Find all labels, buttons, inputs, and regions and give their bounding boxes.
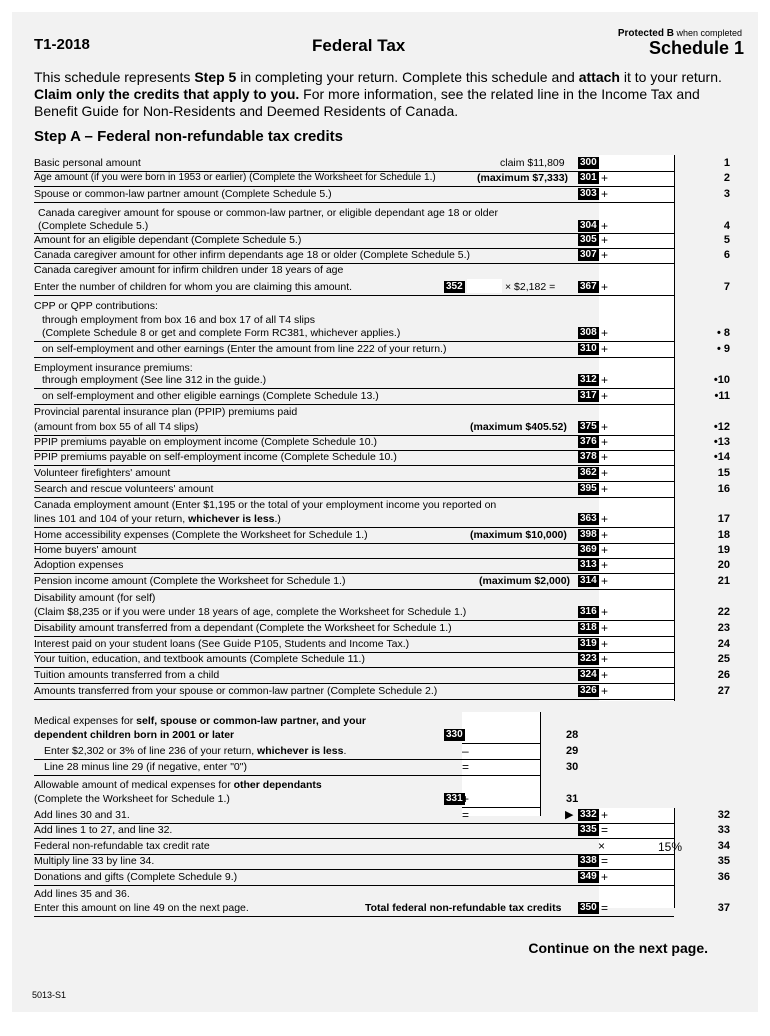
protected-suffix: when completed [673,28,742,38]
line-3-code: 303 [580,188,597,199]
line-35-label: Multiply line 33 by line 34. [34,855,155,867]
line-32-code: 332 [580,809,597,820]
line-7-multiplier: × $2,182 = [505,281,556,293]
rule [34,838,674,839]
cpp-label: CPP or QPP contributions: [34,300,158,312]
line-1-code: 300 [580,157,597,168]
line-25-code: 323 [580,653,597,664]
line-2-op: + [601,171,609,185]
rule [462,743,540,744]
line-32-number: 32 [717,809,730,821]
line-29-label [44,745,346,757]
amount-column-edge [674,155,675,701]
line-22-code: 316 [580,606,597,617]
rule [34,775,540,776]
rule [34,636,674,637]
line-29-op: – [462,744,469,758]
line-14-number: •14 [713,451,730,463]
line-9-number: • 9 [716,343,730,355]
line-8-code: 308 [580,327,597,338]
ppip-label: Provincial parental insurance plan (PPIP) premiums paid [34,406,298,418]
medical-label-1 [34,715,366,727]
medical-label-1-bold: self, spouse or common-law partner, and your [136,715,367,727]
rule [34,620,674,621]
line-11-label: on self-employment and other eligible earnings (Complete Schedule 13.) [42,390,379,402]
arrow-icon: ▶ [565,809,574,821]
line-6-code: 307 [580,249,597,260]
line-23-op: + [601,621,609,635]
medical-label-1-text: Medical expenses for [34,715,137,727]
line-16-code: 395 [580,483,597,494]
line-29-tail: . [343,745,347,757]
line-29-bold: whichever is less [257,745,344,757]
line-1-label: Basic personal amount [34,157,141,169]
line-7-code-352: 352 [446,281,463,292]
line-9-op: + [601,342,609,356]
line-17-label-2 [34,513,281,525]
line-27-label: Amounts transferred from your spouse or common-law partner (Complete Schedule 2.) [34,685,438,697]
line-7-op: + [601,280,609,294]
line-29-number: 29 [566,745,579,757]
line-25-number: 25 [717,653,730,665]
line-13-label: PPIP premiums payable on employment income (Complete Schedule 10.) [34,436,377,448]
line-18-op: + [601,528,609,542]
line-23-number: 23 [717,622,730,634]
medical-column-edge [540,712,541,816]
line-30-number: 30 [566,761,579,773]
line-11-op: + [601,389,609,403]
line-4-number: 4 [723,220,730,232]
line-2-max: (maximum $7,333) [477,172,569,184]
line-19-label: Home buyers' amount [34,544,137,556]
line-25-op: + [601,652,609,666]
line-21-code: 314 [580,575,597,586]
line-31-label-2: (Complete the Worksheet for Schedule 1.) [34,793,230,805]
line-5-op: + [601,233,609,247]
line-22-number: 22 [717,606,730,618]
line-17-code: 363 [580,513,597,524]
intro-p4: For more information, see the related line in the Income Tax and Benefit Guide for Non-Residents and Deemed Residents of Canada. [34,86,700,119]
line-31-label-1 [34,779,322,791]
line-10-code: 312 [580,374,597,385]
line-31-number: 31 [566,793,579,805]
line-29-text: Enter $2,302 or 3% of line 236 of your return, [44,745,258,757]
line-4-code: 304 [580,220,597,231]
line-8-op: + [601,326,609,340]
line-35-number: 35 [717,855,730,867]
ei-label: Employment insurance premiums: [34,362,193,374]
rule [34,341,674,342]
line-8-label-2: (Complete Schedule 8 or get and complete Form RC381, whichever applies.) [42,327,401,339]
intro-p3: it to your return. [619,69,722,85]
line-17-op: + [601,512,609,526]
line-17-bold: whichever is less [188,513,275,525]
line-21-max: (maximum $2,000) [479,575,571,587]
line-27-number: 27 [717,685,730,697]
line-23-label: Disability amount transferred from a dependant (Complete the Worksheet for Schedule 1.) [34,622,452,634]
line-21-op: + [601,574,609,588]
line-33-label: Add lines 1 to 27, and line 32. [34,824,173,836]
line-7-number: 7 [723,281,730,293]
line-24-code: 319 [580,638,597,649]
rule [34,667,674,668]
line-26-label: Tuition amounts transferred from a child [34,669,220,681]
rule [34,465,674,466]
rule [34,481,674,482]
line-18-number: 18 [717,529,730,541]
intro-p2-bold: attach [578,69,620,85]
line-33-code: 335 [580,824,597,835]
intro-p1-bold: Step 5 [194,69,237,85]
line-5-label: Amount for an eligible dependant (Complete Schedule 5.) [34,234,302,246]
line-24-label: Interest paid on your student loans (See Guide P105, Students and Income Tax.) [34,638,410,650]
rule [34,527,674,528]
line-12-code: 375 [580,421,597,432]
line-35-code: 338 [580,855,597,866]
line-6-op: + [601,248,609,262]
line-28-number: 28 [566,729,579,741]
rule [462,807,540,808]
line-7-code: 367 [580,281,597,292]
line-14-op: + [601,450,609,464]
line-37-total-label: Total federal non-refundable tax credits [365,902,562,914]
line-22-op: + [601,605,609,619]
line-28-code: 330 [446,729,463,740]
line-31-op: + [462,792,470,806]
line-31-code: 331 [446,793,463,804]
line-15-number: 15 [717,467,730,479]
schedule-title: Schedule 1 [648,38,744,58]
intro-p1: This schedule represents [34,69,195,85]
line-20-number: 20 [717,559,730,571]
line-32-label: Add lines 30 and 31. [34,809,130,821]
rule [34,388,674,389]
line-7-label-2: Enter the number of children for whom you are claiming this amount. [34,281,353,293]
line-37-label-1: Add lines 35 and 36. [34,888,130,900]
line-34-rate: 15% [658,840,683,854]
line-35-op: = [601,854,609,868]
line-36-number: 36 [717,871,730,883]
rule [34,186,674,187]
line-31-text: Allowable amount of medical expenses for [34,779,234,791]
form-title: Federal Tax [312,36,406,55]
line-3-label: Spouse or common-law partner amount (Complete Schedule 5.) [34,188,332,200]
line-10-op: + [601,373,609,387]
rule [34,295,674,296]
line-17-text: lines 101 and 104 of your return, [34,513,189,525]
line-33-number: 33 [717,824,730,836]
line-1-claim: claim $11,809 [500,157,565,169]
line-25-label: Your tuition, education, and textbook amounts (Complete Schedule 11.) [34,653,365,665]
form-page [12,12,758,1012]
line-5-number: 5 [723,234,730,246]
children-count-field[interactable] [467,279,502,293]
line-10-number: •10 [713,374,730,386]
line-16-label: Search and rescue volunteers' amount [34,483,214,495]
rule [34,573,674,574]
form-code: 5013-S1 [32,990,67,1000]
line-6-label: Canada caregiver amount for other infirm dependants age 18 or older (Complete Schedule 5.) [34,249,471,261]
line-19-code: 369 [580,544,597,555]
line-27-code: 326 [580,685,597,696]
step-a-heading: Step A – Federal non-refundable tax credits [34,128,343,145]
intro-p3-bold: Claim only the credits that apply to you. [34,86,300,102]
line-36-label: Donations and gifts (Complete Schedule 9.) [34,871,238,883]
line-12-number: •12 [713,421,730,433]
rule [34,699,674,700]
line-11-code: 317 [580,390,597,401]
medical-column [462,712,540,816]
rule [34,869,674,870]
line-1-number: 1 [723,157,730,169]
line-12-label: (amount from box 55 of all T4 slips) [34,421,199,433]
line-16-number: 16 [717,483,730,495]
line-3-number: 3 [723,188,730,200]
line-13-code: 376 [580,436,597,447]
line-32-op-equals: = [462,808,470,822]
continue-note: Continue on the next page. [528,940,708,956]
intro-p2: in completing your return. Complete this schedule and [236,69,579,85]
line-4-op: + [601,219,609,233]
line-12-max: (maximum $405.52) [470,421,567,433]
line-5-code: 305 [580,234,597,245]
rule [34,357,674,358]
line-27-op: + [601,684,609,698]
line-15-code: 362 [580,467,597,478]
line-20-op: + [601,558,609,572]
line-20-label: Adoption expenses [34,559,124,571]
line-2-label: Age amount (if you were born in 1953 or earlier) (Complete the Worksheet for Schedule 1.) [34,172,436,183]
protected-prefix: Protected B [617,28,674,39]
line-19-op: + [601,543,609,557]
line-37-code: 350 [580,902,597,913]
line-36-op: + [601,870,609,884]
rule [34,885,674,886]
line-37-label-2: Enter this amount on line 49 on the next page. [34,902,249,914]
line-34-op: × [598,839,606,853]
line-9-label: on self-employment and other earnings (Enter the amount from line 222 of your return.) [42,343,447,355]
line-12-op: + [601,420,609,434]
rule [34,497,674,498]
line-31-bold: other dependants [233,779,322,791]
line-3-op: + [601,187,609,201]
line-14-label: PPIP premiums payable on self-employment income (Complete Schedule 10.) [34,451,397,463]
line-18-max: (maximum $10,000) [470,529,567,541]
rule [34,916,674,917]
total-column-edge [674,808,675,908]
line-19-number: 19 [717,544,730,556]
intro-paragraph [34,69,734,120]
line-20-code: 313 [580,559,597,570]
line-11-number: •11 [714,390,730,402]
line-21-label: Pension income amount (Complete the Worksheet for Schedule 1.) [34,575,346,587]
line-17-number: 17 [717,513,730,525]
line-18-code: 398 [580,529,597,540]
line-17-label-1: Canada employment amount (Enter $1,195 or the total of your employment income you reported on [34,499,497,511]
line-26-number: 26 [717,669,730,681]
line-22-label: (Claim $8,235 or if you were under 18 years of age, complete the Worksheet for Schedule 1.) [34,606,467,618]
line-24-number: 24 [717,638,730,650]
line-4-label-1: Canada caregiver amount for spouse or common-law partner, or eligible dependant age 18 or older [38,207,498,219]
line-14-code: 378 [580,451,597,462]
line-34-number: 34 [717,840,730,852]
line-13-op: + [601,435,609,449]
line-6-number: 6 [723,249,730,261]
line-10-label: through employment (See line 312 in the guide.) [42,374,267,386]
form-id: T1-2018 [34,36,90,53]
line-16-op: + [601,482,609,496]
line-15-label: Volunteer firefighters' amount [34,467,171,479]
line-26-code: 324 [580,669,597,680]
line-2-code: 301 [580,172,597,183]
rule [34,202,674,203]
line-13-number: •13 [713,436,730,448]
line-7-label-1: Canada caregiver amount for infirm children under 18 years of age [34,264,344,276]
rule [34,404,674,405]
rule [34,683,674,684]
line-24-op: + [601,637,609,651]
line-36-code: 349 [580,871,597,882]
line-37-number: 37 [717,902,730,914]
line-21-number: 21 [717,575,730,587]
line-18-label: Home accessibility expenses (Complete the Worksheet for Schedule 1.) [34,529,368,541]
line-33-op: = [601,823,609,837]
line-17-tail: .) [274,513,281,525]
line-30-label: Line 28 minus line 29 (if negative, enter "0") [44,761,247,773]
line-9-code: 310 [580,343,597,354]
rule [34,589,674,590]
line-4-label-2: (Complete Schedule 5.) [38,220,149,232]
disability-label: Disability amount (for self) [34,592,156,604]
line-34-label: Federal non-refundable tax credit rate [34,840,210,852]
line-8-label-1: through employment from box 16 and box 17 of all T4 slips [42,314,315,326]
line-8-number: • 8 [716,327,730,339]
line-30-op: = [462,760,470,774]
line-15-op: + [601,466,609,480]
line-37-op: = [601,901,609,915]
medical-label-2: dependent children born in 2001 or later [34,729,235,741]
line-26-op: + [601,668,609,682]
line-23-code: 318 [580,622,597,633]
line-32-op: + [601,808,609,822]
line-2-number: 2 [723,172,730,184]
